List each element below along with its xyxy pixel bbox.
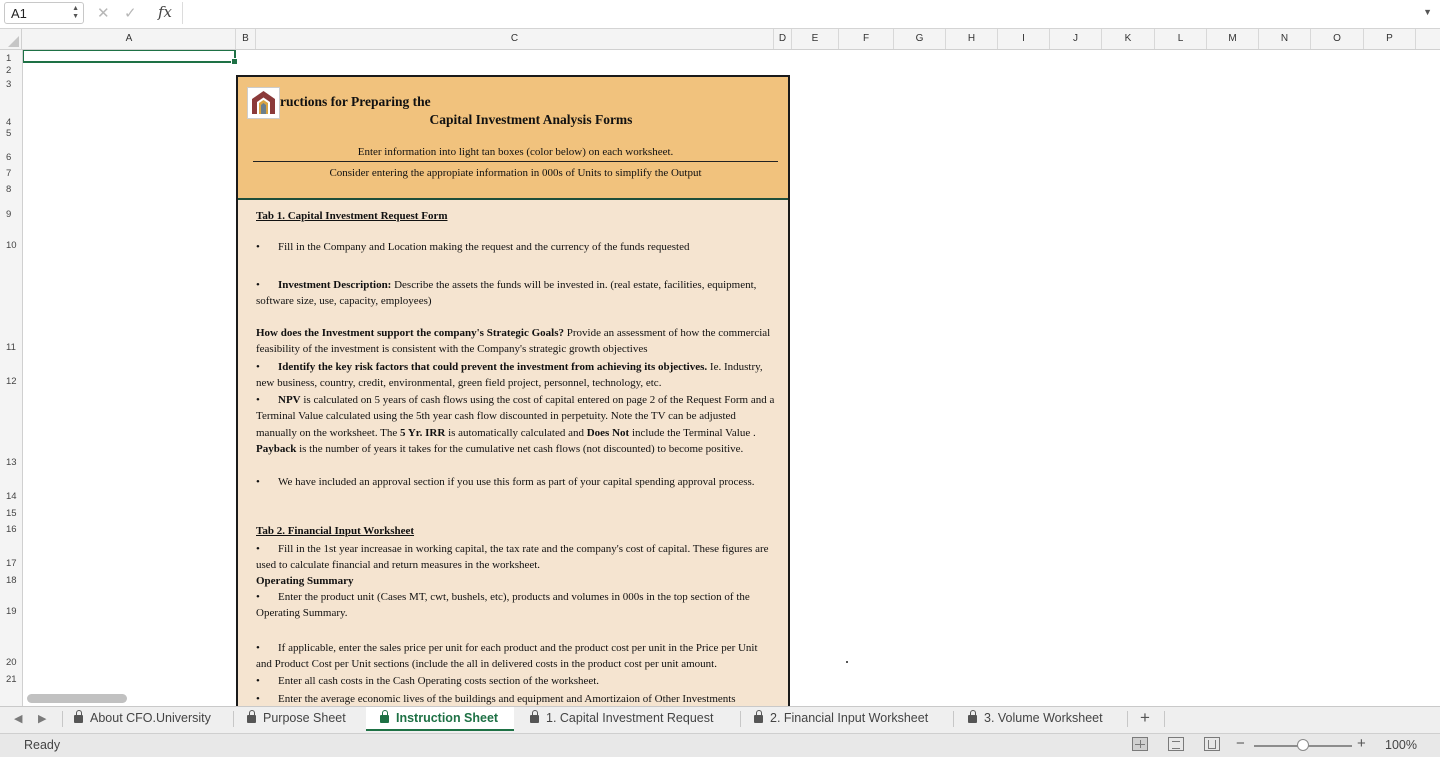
- page-layout-view-icon[interactable]: [1168, 737, 1184, 751]
- tab2-heading: Tab 2. Financial Input Worksheet: [256, 525, 415, 537]
- insert-function-button[interactable]: fx: [158, 3, 173, 21]
- row-header[interactable]: 3: [6, 79, 12, 90]
- formula-input[interactable]: [182, 2, 1440, 24]
- cancel-icon[interactable]: ✕: [97, 5, 110, 22]
- bullet-text: Enter all cash costs in the Cash Operating costs section of the worksheet.: [278, 675, 600, 687]
- panel-title-line1: ructions for Preparing the: [280, 94, 431, 109]
- bullet-working-capital: [256, 541, 776, 574]
- tab-purpose-sheet[interactable]: [247, 707, 346, 731]
- bullet-risk-factors: [256, 359, 776, 392]
- bullet-sales-price: [256, 640, 776, 673]
- bullet-text: Enter the average economic lives of the buildings and equipment and Amortizaion of Other Investments: [278, 693, 736, 705]
- bullet-approval: [256, 474, 776, 490]
- column-header-f[interactable]: F: [839, 29, 894, 49]
- sheet-tab-bar: [0, 706, 1440, 733]
- zoom-slider-handle[interactable]: [1297, 739, 1309, 751]
- bullet-text: is the number of years it takes for the cumulative net cash flows (not discounted) to become positive.: [296, 442, 744, 455]
- operating-summary-heading: Operating Summary: [256, 575, 354, 587]
- bullet-investment-description: [256, 277, 776, 310]
- row-header[interactable]: 16: [6, 524, 17, 535]
- row-header[interactable]: 9: [6, 209, 12, 220]
- column-header-e[interactable]: E: [792, 29, 839, 49]
- check-icon[interactable]: ✓: [124, 5, 137, 22]
- bullet-text: include the Terminal Value .: [629, 426, 756, 439]
- row-header[interactable]: 20: [6, 657, 17, 668]
- name-box-value: A1: [11, 6, 27, 21]
- bullet-text: Fill in the Company and Location making the request and the currency of the funds requested: [278, 241, 690, 253]
- formula-bar: [0, 0, 1440, 29]
- lock-icon: [380, 715, 389, 723]
- column-headers: [0, 29, 1440, 50]
- selected-cell[interactable]: [23, 50, 236, 63]
- panel-header: [238, 77, 788, 200]
- bullet-bold: Identify the key risk factors that could prevent the investment from achieving its objectives.: [278, 361, 708, 373]
- bullet-bold: Payback: [256, 442, 297, 455]
- page-break-view-icon[interactable]: [1204, 737, 1220, 751]
- row-header[interactable]: 8: [6, 184, 12, 195]
- tab-divider: [62, 711, 63, 727]
- horizontal-scrollbar[interactable]: [27, 694, 127, 703]
- row-header[interactable]: 12: [6, 376, 17, 387]
- tab-about-cfo-university[interactable]: [74, 707, 211, 731]
- bullet-product-unit: [256, 589, 776, 622]
- row-header[interactable]: 13: [6, 457, 17, 468]
- zoom-percentage[interactable]: 100%: [1385, 738, 1417, 752]
- row-header[interactable]: 6: [6, 152, 12, 163]
- bullet-bold: NPV: [278, 394, 301, 406]
- tab-instruction-sheet[interactable]: [366, 707, 514, 731]
- tab-divider: [953, 711, 954, 727]
- row-header[interactable]: 11: [6, 342, 16, 353]
- add-sheet-icon[interactable]: +: [1140, 708, 1150, 727]
- panel-subtitle1: Enter information into light tan boxes (color below) on each worksheet.: [253, 146, 778, 162]
- column-header-l[interactable]: L: [1155, 29, 1207, 49]
- zoom-out-icon[interactable]: −: [1236, 735, 1245, 752]
- bullet-text: Ie. Industry, new business, country, credit, environmental, green field project, personnel, technology, etc.: [256, 361, 763, 390]
- column-header-j[interactable]: J: [1050, 29, 1102, 49]
- bullet-npv: [256, 392, 776, 457]
- row-header[interactable]: 19: [6, 606, 17, 617]
- scroll-tabs-left-icon[interactable]: ◀: [14, 713, 23, 725]
- bullet-bold: 5 Yr. IRR: [399, 426, 446, 439]
- panel-subtitle2: Consider entering the appropiate information in 000s of Units to simplify the Output: [329, 167, 702, 179]
- row-header[interactable]: 14: [6, 491, 17, 502]
- row-headers: [0, 50, 23, 706]
- column-header-g[interactable]: G: [894, 29, 946, 49]
- tab-divider: [740, 711, 741, 727]
- worksheet-grid[interactable]: [23, 50, 1440, 706]
- column-header-p[interactable]: P: [1364, 29, 1416, 49]
- status-ready: Ready: [24, 738, 61, 752]
- row-header[interactable]: 1: [6, 53, 12, 64]
- bullet-text: Fill in the 1st year increasae in working capital, the tax rate and the company's cost of capital. These figures are used to calculate financial and return measures in the worksheet.: [256, 543, 769, 572]
- tab-label: 1. Capital Investment Request: [546, 711, 714, 725]
- paragraph-bold: How does the Investment support the company's Strategic Goals?: [256, 327, 564, 339]
- column-header-b[interactable]: B: [236, 29, 256, 49]
- lock-icon: [754, 715, 763, 723]
- bullet-text: Enter the product unit (Cases MT, cwt, bushels, etc), products and volumes in 000s in the top section of the Operating Summary.: [256, 591, 750, 620]
- bullet-text: We have included an approval section if you use this form as part of your capital spending approval process.: [278, 476, 755, 488]
- row-header[interactable]: 17: [6, 558, 17, 569]
- lock-icon: [74, 715, 83, 723]
- lock-icon: [530, 715, 539, 723]
- normal-view-icon[interactable]: [1132, 737, 1148, 751]
- name-box[interactable]: [4, 2, 84, 24]
- bullet-text: is automatically calculated and: [445, 426, 587, 439]
- expand-formula-icon[interactable]: ▼: [1423, 7, 1432, 17]
- bullet-bold: Investment Description:: [278, 279, 392, 291]
- column-header-c[interactable]: C: [256, 29, 774, 49]
- tab-label: About CFO.University: [90, 711, 211, 725]
- bullet-economic-lives: [256, 691, 776, 706]
- tab-volume-worksheet[interactable]: [968, 707, 1103, 731]
- tab-financial-input-worksheet[interactable]: [754, 707, 928, 731]
- column-header-a[interactable]: A: [23, 29, 236, 49]
- tab-divider: [1164, 711, 1165, 727]
- tab-capital-investment-request[interactable]: [530, 707, 713, 731]
- tab-label: Purpose Sheet: [263, 711, 346, 725]
- row-header[interactable]: 4: [6, 117, 12, 128]
- status-bar: [0, 733, 1440, 757]
- row-header[interactable]: 15: [6, 508, 17, 519]
- row-header[interactable]: 7: [6, 168, 12, 179]
- tab-divider: [233, 711, 234, 727]
- column-header-k[interactable]: K: [1102, 29, 1155, 49]
- column-header-i[interactable]: I: [998, 29, 1050, 49]
- select-all-button[interactable]: [0, 29, 22, 49]
- column-header-d[interactable]: D: [774, 29, 792, 49]
- scroll-tabs-right-icon[interactable]: ▶: [38, 713, 47, 725]
- stray-mark: [846, 661, 848, 663]
- bullet-text: is calculated on 5 years of cash flows using the cost of capital entered on page 2 of the Request Form and a Terminal Value calculated using the 5th year cash flow discounted in perpetuity. Note the TV can be adjusted manually on the worksheet. The: [256, 394, 775, 439]
- tab-label: 2. Financial Input Worksheet: [770, 711, 929, 725]
- tab-label: Instruction Sheet: [396, 711, 499, 725]
- panel-title-line2: Capital Investment Analysis Forms: [429, 112, 633, 127]
- column-header-m[interactable]: M: [1207, 29, 1259, 49]
- bullet-cash-costs: [256, 673, 776, 689]
- row-header[interactable]: 5: [6, 128, 12, 139]
- bullet-company-location: [256, 239, 776, 255]
- instruction-panel: [236, 75, 790, 706]
- tab-label: 3. Volume Worksheet: [984, 711, 1103, 725]
- lock-icon: [247, 715, 256, 723]
- row-header[interactable]: 10: [6, 240, 17, 251]
- row-header[interactable]: 2: [6, 65, 12, 76]
- bullet-text: If applicable, enter the sales price per unit for each product and the product cost per unit in the Price per Unit and Product Cost per Unit sections (include the all in delivered costs in the product cost per unit amount.: [256, 642, 758, 671]
- tab-divider: [1127, 711, 1128, 727]
- column-header-h[interactable]: H: [946, 29, 998, 49]
- name-box-spinner-icon[interactable]: ▲ ▼: [72, 5, 79, 20]
- row-header[interactable]: 21: [6, 674, 17, 685]
- zoom-in-icon[interactable]: +: [1357, 735, 1366, 752]
- tab1-heading: Tab 1. Capital Investment Request Form: [256, 210, 448, 222]
- lock-icon: [968, 715, 977, 723]
- column-header-n[interactable]: N: [1259, 29, 1311, 49]
- paragraph-text: Provide an assessment of how the commercial feasibility of the investment is consistent with the Company's strategic growth objectives: [256, 327, 771, 356]
- column-header-o[interactable]: O: [1311, 29, 1364, 49]
- bullet-text: Describe the assets the funds will be invested in. (real estate, facilities, equipment, software size, use, capacity, employees): [256, 279, 757, 308]
- row-header[interactable]: 18: [6, 575, 17, 586]
- strategic-goals-paragraph: [256, 325, 776, 358]
- bullet-bold: Does Not: [586, 426, 630, 439]
